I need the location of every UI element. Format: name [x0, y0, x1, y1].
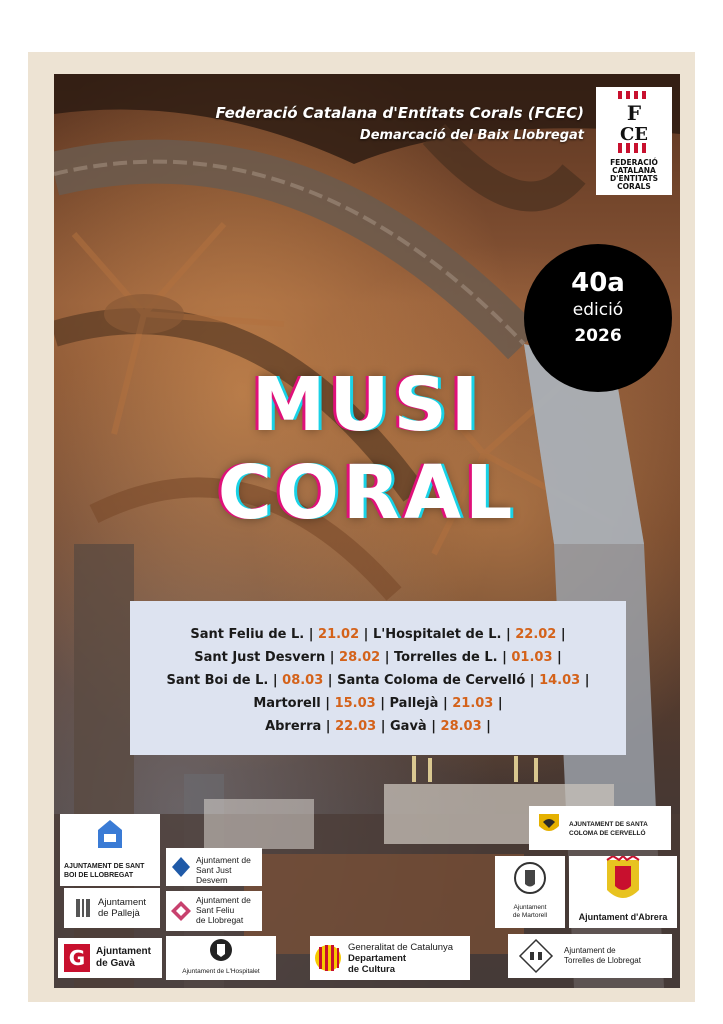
abrera-crest-icon [569, 856, 677, 908]
logo-santjust [166, 848, 262, 886]
santboi-text: AJUNTAMENT DE SANT BOI DE LLOBREGAT [64, 863, 145, 879]
logo-torrelles [508, 934, 672, 978]
organizer-header [216, 104, 584, 143]
svg-text:F: F [626, 101, 642, 125]
fcec-mark-icon [596, 87, 672, 159]
schedule-place: L'Hospitalet de L. [372, 627, 502, 642]
santjust-text-1: Ajuntament de [196, 855, 251, 865]
edition-label: edició [572, 300, 624, 320]
torrelles-text-2: Torrelles de Llobregat [564, 956, 641, 965]
logo-generalitat [310, 936, 470, 980]
schedule-place: Abrerra [265, 719, 322, 734]
santfeliu-text-1: Ajuntament de [196, 895, 251, 905]
santjust-text-2: Sant Just Desvern [196, 865, 232, 885]
demarcation-name: Demarcació del Baix Llobregat [359, 128, 584, 143]
edition-year: 2026 [574, 326, 622, 346]
logo-hospitalet [166, 936, 276, 980]
schedule-place: Pallejà [389, 696, 439, 711]
gava-text-2: de Gavà [96, 958, 135, 969]
generalitat-text-1: Generalitat de Catalunya [348, 942, 454, 953]
torrelles-crest-icon [518, 938, 554, 974]
torrelles-text-1: Ajuntament de [564, 946, 616, 955]
schedule-row: Martorell | 15.03 | Pallejà | 21.03 | [253, 696, 503, 711]
santfeliu-text-2: Sant Feliu [196, 905, 235, 915]
generalitat-senyera-icon [314, 943, 342, 973]
hospitalet-crest-icon [166, 936, 276, 964]
palleja-text-1: Ajuntament [98, 897, 147, 908]
santcoloma-text-2: COLOMA DE CERVELLÓ [569, 830, 646, 837]
schedule-row: Sant Just Desvern | 28.02 | Torrelles de L. | 01.03 | [194, 650, 562, 665]
palleja-text-2: de Pallejà [98, 908, 140, 919]
santcoloma-crest-icon [537, 810, 561, 838]
schedule-date: 28.02 [339, 650, 381, 665]
generalitat-text-3: de Cultura [348, 964, 395, 975]
schedule-place: Gavà [390, 719, 427, 734]
title-line-2: CORAL [217, 450, 517, 536]
schedule-place: Sant Feliu de L. [190, 627, 305, 642]
schedule-date: 21.02 [318, 627, 360, 642]
organizer-name: Federació Catalana d'Entitats Corals (FCEC) [215, 104, 584, 122]
schedule-date: 22.02 [515, 627, 557, 642]
logo-gava [58, 938, 162, 978]
concert-schedule [130, 601, 626, 755]
logo-abrera [569, 856, 677, 928]
generalitat-text-2: Departament [348, 953, 407, 964]
schedule-place: Torrelles de L. [393, 650, 498, 665]
santjust-crest-icon [170, 855, 192, 879]
gava-g-icon: G [64, 944, 90, 972]
logo-santfeliu [166, 891, 262, 931]
fcec-logo [596, 87, 672, 195]
logo-martorell [495, 856, 565, 928]
palleja-crest-icon [74, 897, 92, 919]
martorell-text-1: Ajuntament [513, 904, 547, 911]
abrera-text: Ajuntament d'Abrera [578, 912, 668, 922]
santboi-crest-icon [60, 814, 160, 858]
martorell-text-2: de Martorell [512, 912, 548, 919]
santcoloma-text-1: AJUNTAMENT DE SANTA [569, 821, 648, 828]
fcec-logo-text: FEDERACIÓ CATALANA D'ENTITATS CORALS [609, 158, 659, 191]
logo-santcoloma [529, 806, 671, 850]
logo-palleja [64, 888, 160, 928]
schedule-date: 28.03 [440, 719, 482, 734]
schedule-place: Sant Just Desvern [194, 650, 326, 665]
gava-text-1: Ajuntament [96, 946, 151, 957]
santfeliu-text-3: de Llobregat [196, 915, 244, 925]
schedule-date: 08.03 [282, 673, 324, 688]
schedule-row: Abrerra | 22.03 | Gavà | 28.03 | [265, 719, 491, 734]
schedule-row: Sant Feliu de L. | 21.02 | L'Hospitalet de L. | 22.02 | [190, 627, 566, 642]
schedule-date: 21.03 [452, 696, 494, 711]
schedule-place: Santa Coloma de Cervelló [337, 673, 526, 688]
title-line-1: MUSI [251, 362, 483, 448]
schedule-date: 15.03 [334, 696, 376, 711]
schedule-place: Sant Boi de L. [166, 673, 269, 688]
edition-number: 40a [571, 268, 625, 298]
logo-santboi [60, 814, 160, 886]
martorell-crest-icon [495, 856, 565, 900]
schedule-date: 22.03 [335, 719, 377, 734]
schedule-date: 01.03 [511, 650, 553, 665]
svg-text:CE: CE [619, 124, 649, 145]
schedule-place: Martorell [253, 696, 321, 711]
schedule-date: 14.03 [539, 673, 581, 688]
schedule-row: Sant Boi de L. | 08.03 | Santa Coloma de Cervelló | 14.03 | [166, 673, 590, 688]
hospitalet-text: Ajuntament de L'Hospitalet [182, 968, 260, 975]
poster [54, 74, 680, 988]
santfeliu-crest-icon [170, 900, 192, 922]
